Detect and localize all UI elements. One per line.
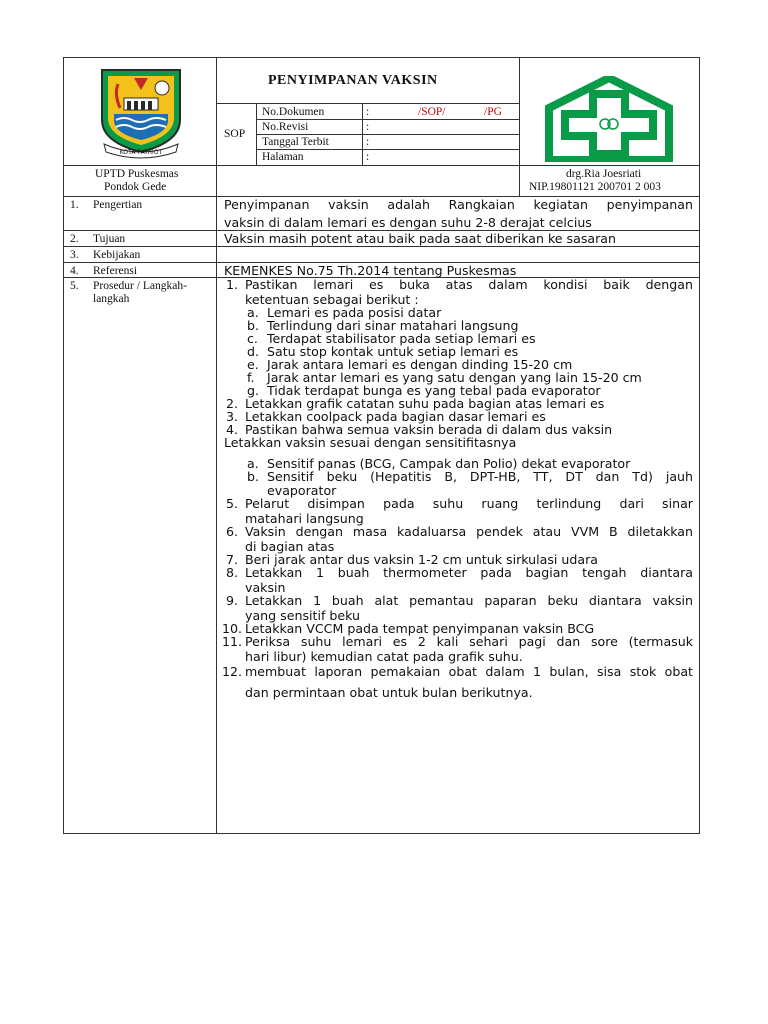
field-line xyxy=(256,119,519,120)
procedure-item-text: Periksa suhu lemari es 2 kali sehari pagi dan sore (termasuk xyxy=(245,634,693,649)
row-label-referensi: Referensi xyxy=(93,265,138,277)
procedure-item-number: b. xyxy=(247,469,259,484)
procedure-item-text: Beri jarak antar dus vaksin 1-2 cm untuk sirkulasi udara xyxy=(245,552,598,567)
procedure-item-continuation: matahari langsung xyxy=(245,511,364,526)
procedure-item-text: Sensitif panas (BCG, Campak dan Polio) dekat evaporator xyxy=(267,456,631,471)
procedure-item-text: Letakkan VCCM pada tempat penyimpanan vaksin BCG xyxy=(245,621,595,636)
procedure-item-continuation: evaporator xyxy=(267,483,337,498)
field-label-no-revisi: No.Revisi xyxy=(262,121,309,133)
puskesmas-logo xyxy=(539,76,679,162)
row-number: 5. xyxy=(70,280,79,292)
procedure-item-text: Jarak antara lemari es dengan dinding 15-20 cm xyxy=(267,357,573,372)
procedure-item-text: Terlindung dari sinar matahari langsung xyxy=(267,318,519,333)
procedure-item-number: 9. xyxy=(226,593,239,608)
field-value-pg: /PG xyxy=(484,106,502,118)
procedure-item-text: Pastikan bahwa semua vaksin berada di dalam dus vaksin xyxy=(245,422,613,437)
document-title: PENYIMPANAN VAKSIN xyxy=(268,73,438,88)
column-divider xyxy=(216,57,217,833)
procedure-item-number: a. xyxy=(247,305,259,320)
signer-name: drg.Ria Joesriati xyxy=(566,168,642,180)
procedure-item-continuation: di bagian atas xyxy=(245,539,335,554)
procedure-item-text: Letakkan grafik catatan suhu pada bagian atas lemari es xyxy=(245,396,605,411)
procedure-item-number: d. xyxy=(247,344,259,359)
procedure-item-number: 3. xyxy=(226,409,239,424)
procedure-item-text: Letakkan 1 buah alat pemantau paparan beku diantara vaksin xyxy=(245,593,693,608)
row-number: 3. xyxy=(70,249,79,261)
procedure-item-number: b. xyxy=(247,318,259,333)
procedure-item-number: 2. xyxy=(226,396,239,411)
procedure-item-text: Jarak antar lemari es yang satu dengan yang lain 15-20 cm xyxy=(267,370,642,385)
sop-label: SOP xyxy=(224,128,246,140)
procedure-item-text: Satu stop kontak untuk setiap lemari es xyxy=(267,344,519,359)
procedure-item-number: e. xyxy=(247,357,259,372)
logo-banner-text: KOTA PATRIOT xyxy=(119,149,163,156)
unit-name-line1: UPTD Puskesmas xyxy=(95,168,179,180)
procedure-item-text: Letakkan 1 buah thermometer pada bagian tengah diantara xyxy=(245,565,693,580)
field-label-halaman: Halaman xyxy=(262,151,304,163)
field-label-no-dokumen: No.Dokumen xyxy=(262,106,325,118)
pengertian-text-line1: Penyimpanan vaksin adalah Rangkaian kegiatan penyimpanan xyxy=(224,197,693,212)
unit-name-line2: Pondok Gede xyxy=(104,181,167,193)
procedure-item-number: a. xyxy=(247,456,259,471)
procedure-item-number: g. xyxy=(247,383,259,398)
procedure-item-text: membuat laporan pemakaian obat dalam 1 bulan, sisa stok obat xyxy=(245,664,693,679)
procedure-item-number: 1. xyxy=(226,277,239,292)
row-number: 4. xyxy=(70,265,79,277)
row-number: 2. xyxy=(70,233,79,245)
row-label-pengertian: Pengertian xyxy=(93,199,143,211)
row-label-prosedur-cont: langkah xyxy=(93,293,130,305)
procedure-item-number: 7. xyxy=(226,552,239,567)
field-label-tanggal-terbit: Tanggal Terbit xyxy=(262,136,329,148)
pengertian-text-line2: vaksin di dalam lemari es dengan suhu 2-8 derajat celcius xyxy=(224,215,592,230)
row-label-prosedur: Prosedur / Langkah- xyxy=(93,280,187,292)
referensi-text: KEMENKES No.75 Th.2014 tentang Puskesmas xyxy=(224,263,517,278)
procedure-item-text: Letakkan coolpack pada bagian dasar lemari es xyxy=(245,409,546,424)
procedure-item-text: Pelarut disimpan pada suhu ruang terlindung dari sinar xyxy=(245,496,693,511)
field-colon: : xyxy=(366,151,370,163)
row-label-kebijakan: Kebijakan xyxy=(93,249,141,261)
row-line xyxy=(63,246,700,247)
field-line xyxy=(256,134,519,135)
row-number: 1. xyxy=(70,199,79,211)
procedure-item-text: Sensitif beku (Hepatitis B, DPT-HB, TT, DT dan Td) jauh xyxy=(267,469,693,484)
tujuan-text: Vaksin masih potent atau baik pada saat diberikan ke sasaran xyxy=(224,231,616,246)
procedure-item-text: Lemari es pada posisi datar xyxy=(267,305,442,320)
title-underline xyxy=(216,103,519,104)
procedure-item-continuation: yang sensitif beku xyxy=(245,608,361,623)
city-emblem-logo xyxy=(94,64,188,159)
field-value-sop: /SOP/ xyxy=(418,106,446,118)
procedure-item-number: 5. xyxy=(226,496,239,511)
procedure-item-text: Tidak terdapat bunga es yang tebal pada evaporator xyxy=(267,383,601,398)
signer-nip: NIP.19801121 200701 2 003 xyxy=(529,181,661,193)
header-row-line xyxy=(63,165,700,166)
procedure-item-number: 11. xyxy=(222,634,243,649)
procedure-item-continuation: ketentuan sebagai berikut : xyxy=(245,292,419,307)
procedure-item-number: c. xyxy=(247,331,258,346)
procedure-item-number: 4. xyxy=(226,422,239,437)
row-label-tujuan: Tujuan xyxy=(93,233,126,245)
field-colon: : xyxy=(366,121,370,133)
procedure-item-continuation: vaksin xyxy=(245,580,286,595)
procedure-item-number: 8. xyxy=(226,565,239,580)
field-colon: : xyxy=(366,106,370,118)
procedure-item-text: Pastikan lemari es buka atas dalam kondisi baik dengan xyxy=(245,277,693,292)
procedure-item-number: 10. xyxy=(222,621,243,636)
procedure-item-continuation: Letakkan vaksin sesuai dengan sensitifitasnya xyxy=(224,435,517,450)
field-line xyxy=(256,149,519,150)
procedure-item-text: Vaksin dengan masa kadaluarsa pendek atau VVM B diletakkan xyxy=(245,524,693,539)
procedure-item-number: f. xyxy=(247,370,255,385)
header-divider-right xyxy=(519,57,520,196)
procedure-item-text: Terdapat stabilisator pada setiap lemari es xyxy=(267,331,536,346)
procedure-item-continuation: hari libur) kemudian catat pada grafik suhu. xyxy=(245,649,523,664)
field-colon: : xyxy=(366,136,370,148)
procedure-item-continuation: dan permintaan obat untuk bulan berikutnya. xyxy=(245,685,533,700)
procedure-item-number: 6. xyxy=(226,524,239,539)
procedure-item-number: 12. xyxy=(222,664,243,679)
